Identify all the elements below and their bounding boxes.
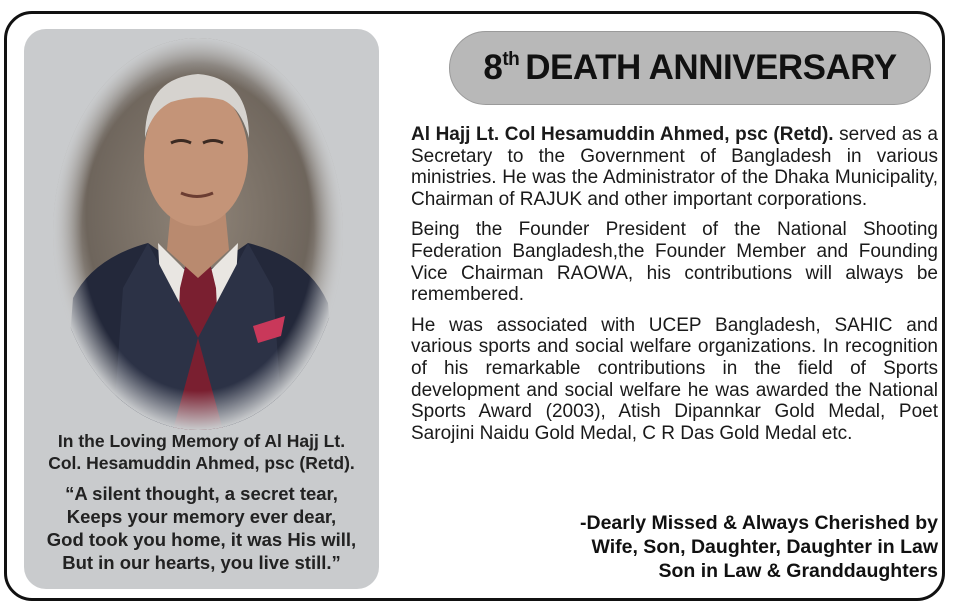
poem-line: Keeps your memory ever dear, [66, 506, 337, 527]
memorial-caption-line: Col. Hesamuddin Ahmed, psc (Retd). [48, 453, 355, 473]
signoff-line: Wife, Son, Daughter, Daughter in Law [591, 536, 938, 558]
signoff-line: -Dearly Missed & Always Cherished by [580, 512, 938, 534]
family-signoff [500, 511, 938, 583]
anniversary-title-banner [449, 31, 931, 105]
biography-paragraph-2: Being the Founder President of the National Shooting Federation Bangladesh,the Founder Member and Founding Vice Chairman RAOWA, his contributions will always be remembered. [411, 219, 938, 306]
ordinal-number: 8 [483, 48, 503, 87]
portrait-photo [53, 38, 343, 430]
biography-paragraph-3: He was associated with UCEP Bangladesh, SAHIC and various sports and social welfare organizations. In recognition of his remarkable contributions in the field of Sports development and social welfare he was awarded the National Sports Award (2003), Atish Dipannkar Gold Medal, Poet Sarojini Naidu Gold Medal, C R Das Gold Medal etc. [411, 314, 938, 444]
honoree-name: Al Hajj Lt. Col Hesamuddin Ahmed, psc (Retd). [411, 124, 834, 145]
biography-paragraph-1 [411, 124, 938, 210]
anniversary-title [483, 48, 896, 88]
memorial-caption-block [24, 430, 379, 574]
biography-paragraph-1-text: served as a Secretary to the Government of Bangladesh in various ministries. He was the Administrator of the Dhaka Municipality, Chairman of RAJUK and other important corporations. [411, 124, 938, 210]
poem-line: God took you home, it was His will, [46, 529, 357, 550]
biography-text [411, 124, 938, 453]
ordinal-suffix: th [502, 49, 520, 70]
poem-line: But in our hearts, you live still.” [62, 552, 341, 573]
memorial-caption-line: In the Loving Memory of Al Hajj Lt. [57, 431, 346, 451]
title-text: DEATH ANNIVERSARY [525, 48, 897, 87]
poem-line: “A silent thought, a secret tear, [65, 483, 338, 504]
signoff-line: Son in Law & Granddaughters [658, 560, 938, 582]
memorial-poem [24, 482, 379, 574]
